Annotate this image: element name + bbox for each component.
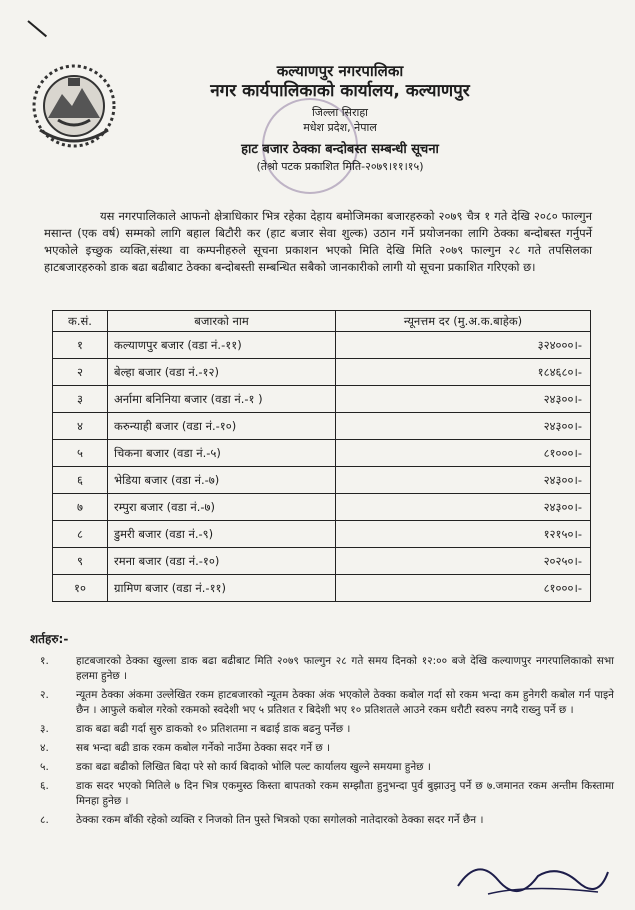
letterhead xyxy=(130,62,550,174)
table-row xyxy=(53,440,591,467)
term-number: ३. xyxy=(40,723,49,735)
term-text: डाक बढा बढी गर्दा सुरु डाकको १० प्रतिशतमा न बढाई डाक बढनु पर्नेछ । xyxy=(76,723,351,735)
list-item xyxy=(40,779,614,809)
row-market-name: भेडिया बजार (वडा नं.-७) xyxy=(108,467,336,494)
province-name: मधेश प्रदेश, नेपाल xyxy=(303,121,377,134)
row-rate: २४३००।- xyxy=(336,413,591,440)
terms-heading: शर्तहरु:- xyxy=(30,632,69,646)
row-rate: १८४६८०।- xyxy=(336,359,591,386)
table-row xyxy=(53,359,591,386)
term-text: ठेक्का रकम बाँकी रहेको व्यक्ति र निजको तिन पुस्ते भित्रको एका सगोलको नातेदारको ठेक्का सदर गर्ने छैन । xyxy=(76,814,484,826)
row-market-name: अर्नामा बनिनिया बजार (वडा नं.-१ ) xyxy=(108,386,336,413)
row-market-name: बेल्हा बजार (वडा नं.-१२) xyxy=(108,359,336,386)
row-rate: १२१५०।- xyxy=(336,521,591,548)
term-number: ८. xyxy=(40,814,49,826)
row-rate: ३२४०००।- xyxy=(336,332,591,359)
row-sn: ७ xyxy=(53,494,108,521)
row-market-name: रमना बजार (वडा नं.-१०) xyxy=(108,548,336,575)
intro-paragraph: यस नगरपालिकाले आफनो क्षेत्राधिकार भित्र रहेका देहाय बमोजिमका बजारहरुको २०७९ चैत्र १ गते देखि २०८० फाल्गुन मसान्त (एक वर्ष) सम्मको लागि बहाल बिटौरी कर (हाट बजार सेवा शुल्क) उठान गर्ने प्रयोजनका लागि ठेक्का बन्दोबस्त गर्नुपर्ने भएकोले इच्छुक व्यक्ति,संस्था वा कम्पनीहरुले सूचना प्रकाशन भएको मिति देखि मिति २०७९ फाल्गुन २८ गते तपसिलका हाटबजारहरुको डाक बढा बढीबाट ठेक्का बन्दोबस्ती सम्बन्धित सबैको जानकारीको लागी यो सूचना प्रकाशित गरिएको छ। xyxy=(44,209,592,274)
list-item xyxy=(40,654,614,684)
table-row xyxy=(53,494,591,521)
notice-title: हाट बजार ठेक्का बन्दोबस्त सम्बन्धी सूचना xyxy=(241,142,439,157)
list-item xyxy=(40,760,614,775)
term-number: १. xyxy=(40,655,49,667)
table-row xyxy=(53,332,591,359)
row-sn: २ xyxy=(53,359,108,386)
corner-pen-mark xyxy=(27,20,47,37)
term-number: २. xyxy=(40,689,49,701)
district-name: जिल्ला सिराहा xyxy=(311,106,369,119)
list-item xyxy=(40,813,614,828)
row-rate: २४३००।- xyxy=(336,494,591,521)
header-market-name: बजारको नाम xyxy=(108,311,336,332)
row-market-name: डुमरी बजार (वडा नं.-९) xyxy=(108,521,336,548)
term-text: हाटबजारको ठेक्का खुल्ला डाक बढा बढीबाट मिति २०७९ फाल्गुन २८ गते समय दिनको १२:०० बजे देखि कल्याणपुर नगरपालिकाको सभा हलमा हुनेछ । xyxy=(76,655,614,682)
table-row xyxy=(53,521,591,548)
publication-date: (तेश्रो पटक प्रकाशित मिति-२०७९।११।१५) xyxy=(256,160,424,173)
row-sn: ८ xyxy=(53,521,108,548)
term-text: न्यूतम ठेक्का अंकमा उल्लेखित रकम हाटबजारको न्यूतम ठेक्का अंक भएकोले ठेक्का कबोल गर्दा सो रकम भन्दा कम हुनेगरी कबोल गर्न पाइने छैन । आफुले कबोल गरेको रकमको स्वदेशी भए ५ प्रतिशत र बिदेशी भए १० प्रतिशतले आउने रकम धरौटी स्वरुप नगदै राख्नु पर्ने छ । xyxy=(76,689,614,716)
row-rate: २४३००।- xyxy=(336,386,591,413)
header-minimum-rate: न्यूनत्तम दर (मु.अ.क.बाहेक) xyxy=(336,311,591,332)
term-number: ६. xyxy=(40,780,49,792)
row-sn: ५ xyxy=(53,440,108,467)
term-number: ५. xyxy=(40,761,49,773)
municipality-name: कल्याणपुर नगरपालिका xyxy=(276,62,404,80)
term-text: डाक सदर भएको मितिले ७ दिन भित्र एकमुस्ठ किस्ता बापतको रकम सम्झौता हुनुभन्दा पुर्व बुझाउनु पर्ने छ ७.जमानत रकम अन्तीम किस्तामा मिनहा हुनेछ । xyxy=(76,780,614,807)
term-text: डका बढा बढीको लिखित बिदा परे सो कार्य बिदाको भोलि पल्ट कार्यालय खुल्ने समयमा हुनेछ । xyxy=(76,761,431,773)
row-market-name: कल्याणपुर बजार (वडा नं.-११) xyxy=(108,332,336,359)
row-rate: ८१०००।- xyxy=(336,440,591,467)
list-item xyxy=(40,741,614,756)
row-market-name: चिकना बजार (वडा नं.-५) xyxy=(108,440,336,467)
table-row xyxy=(53,413,591,440)
office-name: नगर कार्यपालिकाको कार्यालय, कल्याणपुर xyxy=(210,81,470,101)
market-rates-table xyxy=(52,310,591,602)
row-rate: २०२५०।- xyxy=(336,548,591,575)
row-sn: ६ xyxy=(53,467,108,494)
row-sn: १० xyxy=(53,575,108,602)
row-sn: १ xyxy=(53,332,108,359)
list-item xyxy=(40,722,614,737)
header-sn: क.सं. xyxy=(53,311,108,332)
term-text: सब भन्दा बढी डाक रकम कबोल गर्नेको नाउँमा ठेक्का सदर गर्ने छ । xyxy=(76,742,331,754)
list-item xyxy=(40,688,614,718)
row-market-name: रम्पुरा बजार (वडा नं.-७) xyxy=(108,494,336,521)
terms-list xyxy=(40,654,614,832)
row-market-name: करुन्याही बजार (वडा नं.-१०) xyxy=(108,413,336,440)
row-sn: ३ xyxy=(53,386,108,413)
row-rate: ८१०००।- xyxy=(336,575,591,602)
term-number: ४. xyxy=(40,742,49,754)
handwritten-signature xyxy=(448,846,618,902)
row-sn: ४ xyxy=(53,413,108,440)
table-row xyxy=(53,467,591,494)
row-rate: २४३००।- xyxy=(336,467,591,494)
table-row xyxy=(53,386,591,413)
row-market-name: ग्रामिण बजार (वडा नं.-११) xyxy=(108,575,336,602)
table-header-row xyxy=(53,311,591,332)
row-sn: ९ xyxy=(53,548,108,575)
nepal-emblem-logo xyxy=(28,60,120,152)
table-row xyxy=(53,548,591,575)
table-row xyxy=(53,575,591,602)
